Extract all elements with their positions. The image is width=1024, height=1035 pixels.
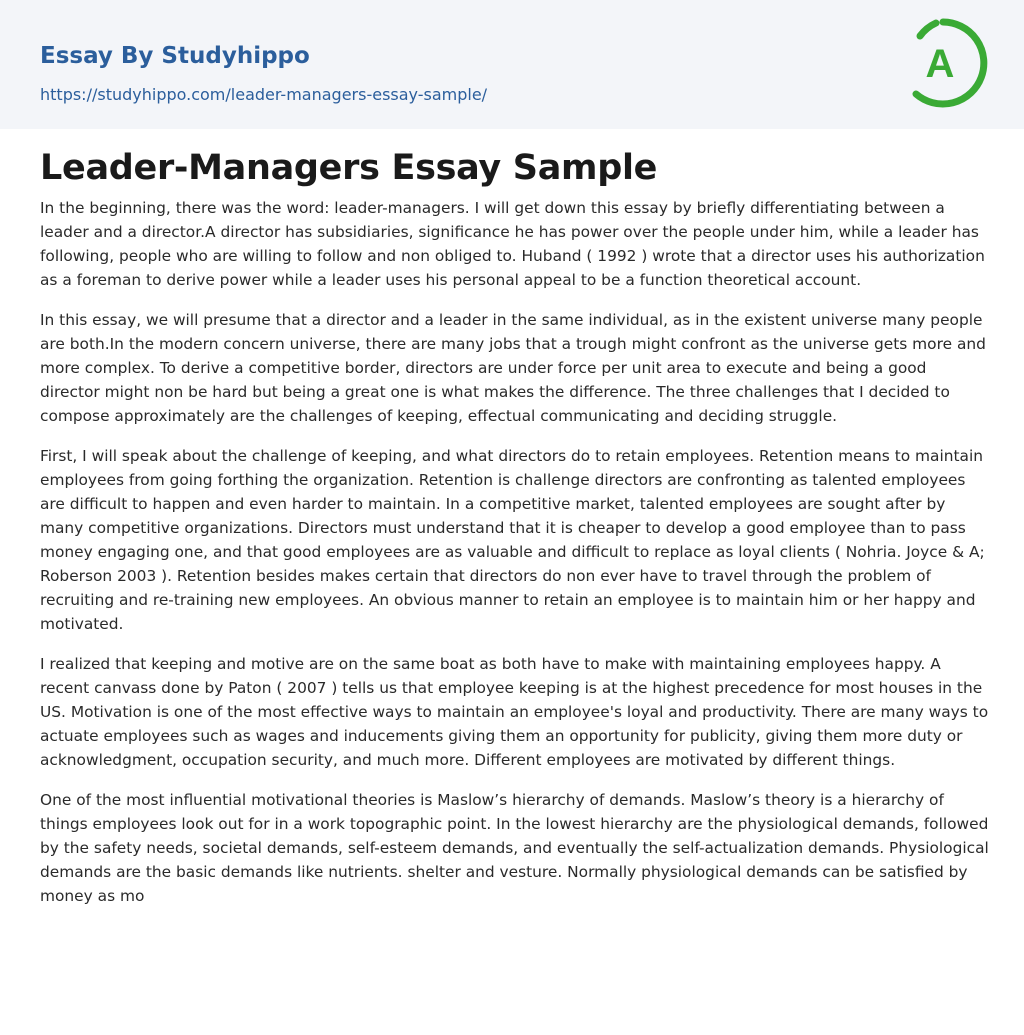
paragraph: In the beginning, there was the word: leader-managers. I will get down this essay by briefly differentiating between a leader and a director.A director has subsidiaries, significance he has power over the people under him, while a leader has following, people who are willing to follow and non obliged to. Huband ( 1992 ) wrote that a director uses his authorization as a foreman to derive power while a leader uses his personal appeal to be a function theoretical account. bbox=[40, 199, 985, 289]
paragraph: First, I will speak about the challenge of keeping, and what directors do to retain employees. Retention means to maintain employees from going forthing the organization. Retention is challenge directors are confronting as talented employees are difficult to happen and even harder to maintain. In a competitive market, talented employees are sought after by many competitive organizations. Directors must understand that it is cheaper to develop a good employee than to pass money engaging one, and that good employees are as valuable and difficult to replace as loyal clients ( Nohria. Joyce & A; Roberson 2003 ). Retention besides makes certain that directors do non ever have to travel through the problem of recruiting and re-training new employees. An obvious manner to retain an employee is to maintain him or her happy and motivated. bbox=[40, 447, 985, 633]
paragraph: In this essay, we will presume that a director and a leader in the same individual, as in the existent universe many people are both.In the modern concern universe, there are many jobs that a trough might confront as the universe gets more and more complex. To derive a competitive border, directors are under force per unit area to execute and being a good director might non be hard but being a great one is what makes the difference. The three challenges that I decided to compose approximately are the challenges of keeping, effectual communicating and deciding struggle. bbox=[40, 311, 986, 425]
paragraph: One of the most influential motivational theories is Maslow’s hierarchy of demands. Maslow’s theory is a hierarchy of things employees look out for in a work topographic point. In the lowest hierarchy are the physiological demands, followed by the safety needs, societal demands, self-esteem demands, and eventually the self-actualization demands. Physiological demands are the basic demands like nutrients. shelter and vesture. Normally physiological demands can be satisfied by money as mo bbox=[40, 791, 989, 905]
paragraph: I realized that keeping and motive are on the same boat as both have to make with maintaining employees happy. A recent canvass done by Paton ( 2007 ) tells us that employee keeping is at the highest precedence for most houses in the US. Motivation is one of the most effective ways to maintain an employee's loyal and productivity. There are many ways to actuate employees such as wages and inducements giving them an opportunity for publicity, giving them more duty or acknowledgment, occupation security, and much more. Different employees are motivated by different things. bbox=[40, 655, 989, 769]
site-header bbox=[0, 0, 1024, 129]
logo-letter: A bbox=[925, 42, 955, 86]
article bbox=[40, 144, 990, 924]
source-url-link[interactable]: https://studyhippo.com/leader-managers-essay-sample/ bbox=[40, 85, 488, 104]
page-title: Leader-Managers Essay Sample bbox=[40, 148, 658, 188]
studyhippo-logo-icon[interactable] bbox=[898, 18, 988, 108]
site-title[interactable]: Essay By Studyhippo bbox=[40, 43, 310, 69]
